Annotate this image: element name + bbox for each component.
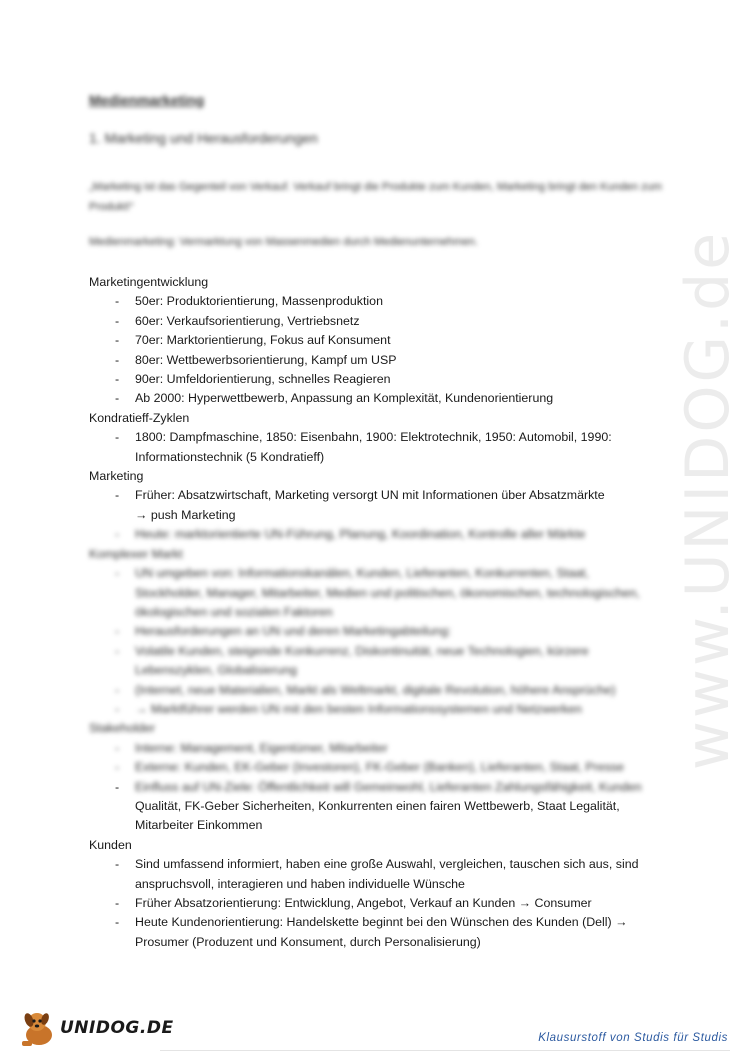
list-kunden [89, 855, 654, 952]
footer-tagline: Klausurstoff von Studis für Studis [538, 1032, 728, 1044]
einfluss-line-1: - Einfluss auf UN-Ziele: Öffentlichkeit will Gemeinwohl, Lieferanten Zahlungsfähigkeit, Kunden [135, 779, 642, 794]
list-marketingentwicklung [89, 292, 654, 408]
list-item: - Externe: Kunden, EK-Geber (Investoren), FK-Geber (Banken), Lieferanten, Staat, Presse [89, 758, 654, 777]
list-item: - Ab 2000: Hyperwettbewerb, Anpassung an Komplexität, Kundenorientierung [89, 389, 654, 408]
stakeholder-line: Stakeholder [89, 721, 156, 736]
list-item: - (Internet, neue Materialien, Markt als Weltmarkt, digitale Revolution, höhere Ansprüche) [89, 681, 654, 700]
quote: „Marketing ist das Gegenteil von Verkauf. Verkauf bringt die Produkte zum Kunden, Marketing bringt den Kunden zum Produkt!“ [89, 181, 662, 213]
list-item: - Sind umfassend informiert, haben eine große Auswahl, vergleichen, tauschen sich aus, sind anspruchsvoll, interagieren und haben individuelle Wünsche [89, 855, 654, 894]
komplexer-markt-line: Komplexer Markt [89, 546, 183, 561]
list-item: - Interne: Management, Eigentümer, Mitarbeiter [89, 739, 654, 758]
list-item: - 50er: Produktorientierung, Massenproduktion [89, 292, 654, 311]
logo-text: UNIDOG.DE [60, 1018, 174, 1038]
list-item: - Heute: marktorientierte UN-Führung, Planung, Koordination, Kontrolle aller Märkte [89, 525, 654, 544]
list-item [89, 778, 654, 836]
heading-kondratieff: Kondratieff-Zyklen [89, 410, 190, 425]
document-title: Medienmarketing [89, 92, 205, 108]
list-marketing [89, 486, 654, 505]
list-kondratieff [89, 428, 654, 467]
push-marketing-line: → push Marketing [135, 507, 236, 522]
list-einfluss [89, 778, 654, 836]
list-item: - 90er: Umfeldorientierung, schnelles Reagieren [89, 370, 654, 389]
watermark: www.UNIDOG.de [673, 229, 743, 771]
list-marketing-umfeld [89, 564, 654, 719]
heading-kunden: Kunden [89, 837, 132, 852]
unidog-logo [20, 1008, 174, 1048]
list-item: - Heute Kundenorientierung: Handelskette beginnt bei den Wünschen des Kunden (Dell) → Prosumer (Produzent und Konsument, durch Personalisierung) [89, 913, 654, 952]
list-marketing-heute [89, 525, 654, 544]
list-item: - 60er: Verkaufsorientierung, Vertriebsnetz [89, 312, 654, 331]
list-item: - 1800: Dampfmaschine, 1850: Eisenbahn, 1900: Elektrotechnik, 1950: Automobil, 1990: Informationstechnik (5 Kondratieff) [89, 428, 654, 467]
list-item: - → Marktführer werden UN mit den besten Informationssystemen und Netzwerken [89, 700, 654, 719]
einfluss-line-2: Qualität, FK-Geber Sicherheiten, Konkurrenten einen fairen Wettbewerb, Staat Legalität, [135, 798, 620, 813]
footer-divider [160, 1050, 730, 1051]
dog-mascot-icon [20, 1008, 58, 1048]
einfluss-line-3: Mitarbeiter Einkommen [135, 818, 263, 833]
heading-marketing: Marketing [89, 469, 144, 484]
section-subtitle: 1. Marketing und Herausforderungen [89, 130, 318, 146]
list-item: - Früher Absatzorientierung: Entwicklung, Angebot, Verkauf an Kunden → Consumer [89, 894, 654, 913]
list-item: - Volatile Kunden, steigende Konkurrenz, Diskontinuität, neue Technologien, kürzere Lebenszyklen, Globalisierung [89, 642, 654, 681]
list-item: - 80er: Wettbewerbsorientierung, Kampf um USP [89, 351, 654, 370]
list-item: - Herausforderungen an UN und deren Marketingabteilung: [89, 622, 654, 641]
list-item: - 70er: Marktorientierung, Fokus auf Konsument [89, 331, 654, 350]
definition: Medienmarketing: Vermarktung von Massenmedien durch Medienunternehmen. [89, 236, 478, 248]
list-item: - UN umgeben von: Informationskanälen, Kunden, Lieferanten, Konkurrenten, Staat, Stockholder, Manager, Mitarbeiter, Medien und politischen, ökonomischen, technologischen, ökologischen und sozialen Faktoren [89, 564, 654, 622]
list-stakeholder [89, 739, 654, 778]
heading-marketingentwicklung: Marketingentwicklung [89, 275, 209, 289]
list-item: - Früher: Absatzwirtschaft, Marketing versorgt UN mit Informationen über Absatzmärkte [89, 486, 654, 505]
notes-content [89, 273, 654, 952]
